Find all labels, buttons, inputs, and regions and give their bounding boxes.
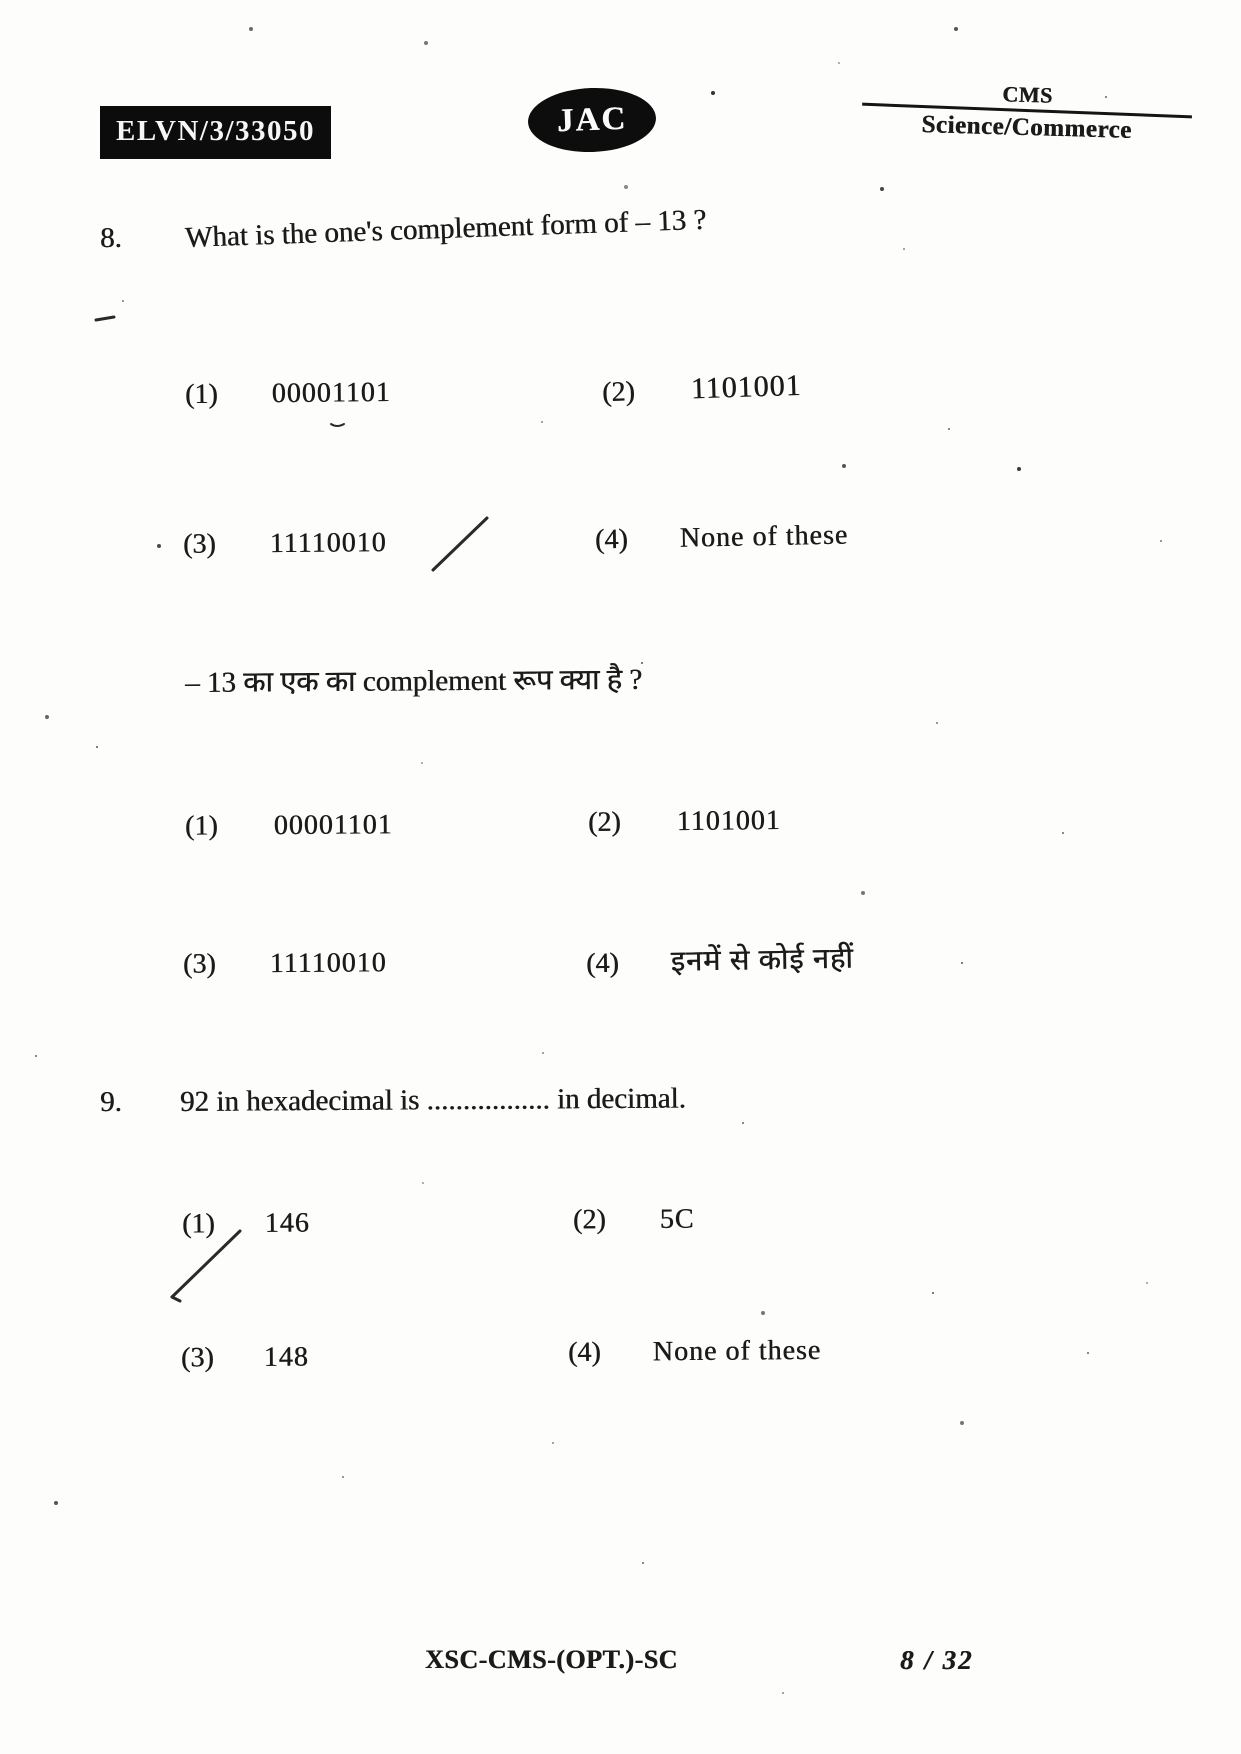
- question-9-number: 9.: [100, 1086, 122, 1118]
- option-label: (2): [601, 376, 636, 409]
- question-8-text-hindi: – 13 का एक का complement रूप क्या है ?: [184, 663, 643, 699]
- option-value: 1101001: [690, 368, 803, 406]
- option-label: (3): [180, 1342, 214, 1374]
- option-label: (4): [567, 1336, 601, 1369]
- option-value: 11110010: [269, 947, 387, 980]
- question-8-number: 8.: [100, 222, 122, 254]
- stray-mark: [328, 420, 348, 430]
- q8-en-option-1: [185, 377, 391, 411]
- option-label: (1): [181, 1208, 215, 1240]
- pencil-slash-q9-option1: [160, 1215, 255, 1310]
- option-label: (1): [184, 378, 218, 411]
- option-value: 11110010: [269, 527, 387, 560]
- stream-subjects: Science/Commerce: [921, 111, 1133, 144]
- q9-option-3: [181, 1342, 309, 1375]
- q8-hi-option-1: [185, 809, 393, 842]
- scan-noise-specks: [0, 0, 2, 2]
- q8-en-option-3: [183, 527, 387, 561]
- q8-hi-option-2: [588, 805, 781, 839]
- jac-board-logo: JAC: [527, 86, 657, 154]
- option-value: None of these: [679, 519, 849, 554]
- q8-hi-option-4: [586, 938, 854, 982]
- option-value: इनमें से कोई नहीं: [670, 942, 855, 978]
- option-label: (2): [572, 1204, 606, 1236]
- option-value: None of these: [652, 1334, 822, 1368]
- page-number: 8 / 32: [900, 1645, 974, 1675]
- question-8-text-english: What is the one's complement form of – 13 ?: [184, 203, 707, 254]
- option-value: 00001101: [273, 809, 393, 842]
- option-label: (2): [587, 806, 621, 839]
- option-value: 1101001: [676, 804, 781, 838]
- stream-header: [851, 77, 1203, 147]
- pencil-slash-q8-option3: [425, 508, 500, 578]
- option-label: (3): [182, 528, 216, 560]
- stray-pencil-dash: [92, 312, 122, 326]
- option-label: (1): [184, 810, 218, 842]
- paper-code-box: ELVN/3/33050: [100, 106, 331, 159]
- option-value: 148: [263, 1341, 309, 1373]
- option-value: 5C: [659, 1203, 695, 1235]
- q8-hi-option-3: [183, 947, 387, 980]
- question-9-text-english: 92 in hexadecimal is ................. in decimal.: [179, 1082, 686, 1118]
- stream-name: CMS: [1001, 81, 1054, 108]
- q9-option-2: [573, 1204, 695, 1237]
- option-value: 146: [264, 1207, 310, 1239]
- q8-en-option-4: [595, 520, 849, 557]
- option-value: 00001101: [271, 376, 391, 410]
- q8-en-option-2: [602, 369, 803, 409]
- q9-option-4: [568, 1335, 821, 1369]
- option-label: (3): [182, 948, 216, 980]
- option-label: (4): [585, 947, 619, 980]
- option-label: (4): [594, 523, 628, 556]
- footer-paper-code: XSC-CMS-(OPT.)-SC: [425, 1645, 678, 1674]
